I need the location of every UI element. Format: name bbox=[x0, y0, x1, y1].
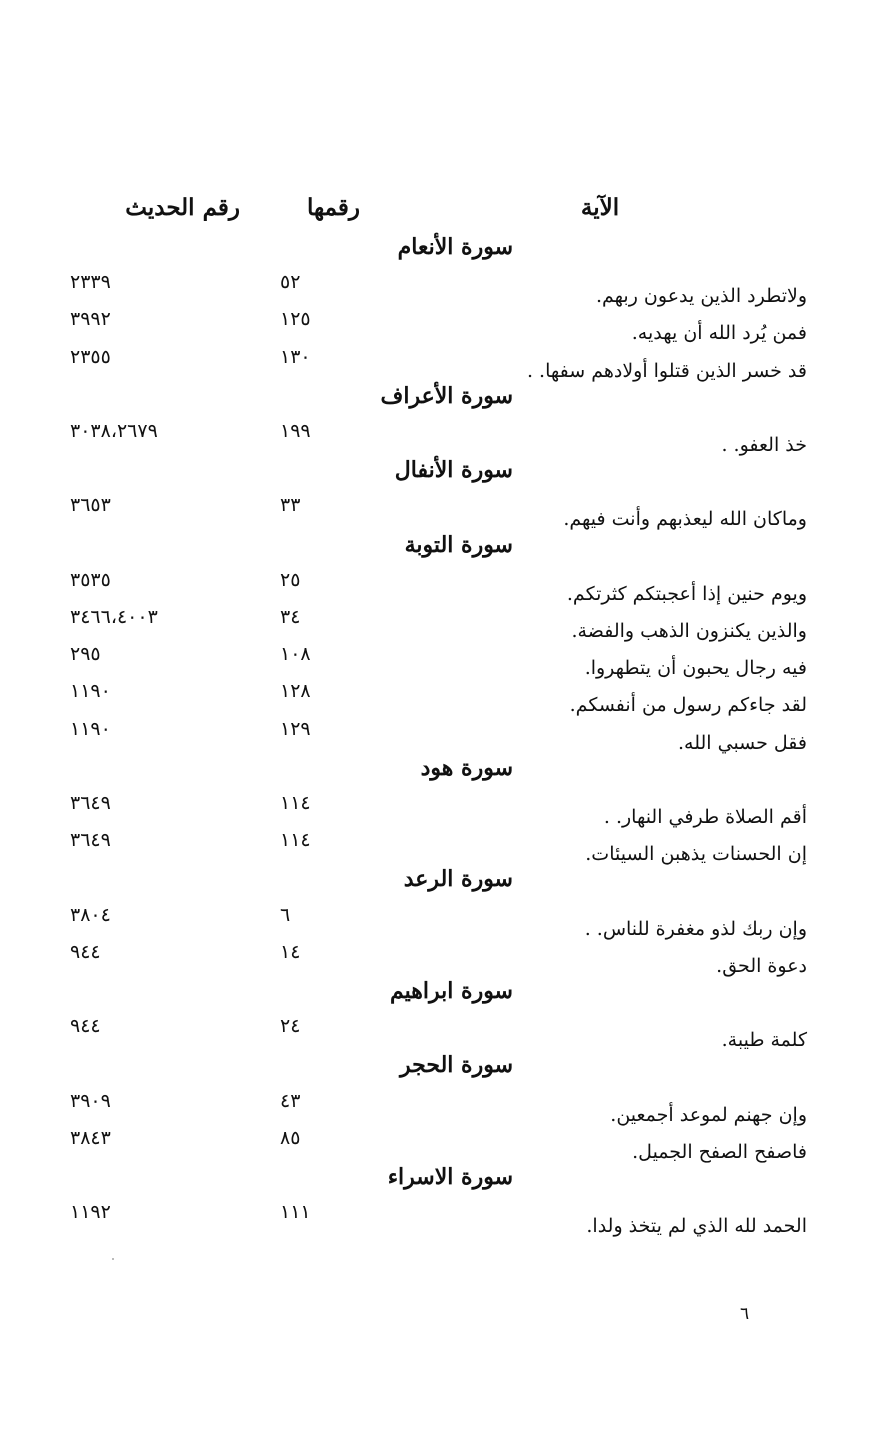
verse-number: ٥٢ bbox=[280, 271, 301, 294]
hadith-number: ٩٤٤ bbox=[70, 1015, 101, 1038]
sura-title-row bbox=[0, 864, 891, 900]
index-entry-row bbox=[0, 678, 891, 717]
print-speck bbox=[112, 1258, 114, 1260]
verse-column-header: الآية bbox=[580, 194, 620, 221]
verse-number: ١٢٥ bbox=[280, 308, 311, 331]
verse-text: إن الحسنات يذهبن السيئات. bbox=[585, 843, 807, 866]
sura-title: سورة الأعراف bbox=[380, 382, 513, 409]
index-entry-row bbox=[0, 827, 891, 866]
index-entry-row bbox=[0, 939, 891, 975]
verse-text: الحمد لله الذي لم يتخذ ولدا. bbox=[586, 1215, 807, 1238]
hadith-number: ٣٩٠٩ bbox=[70, 1089, 111, 1112]
hadith-number: ٣٨٠٤ bbox=[70, 903, 111, 926]
index-entry-row bbox=[0, 344, 891, 380]
hadith-number: ٣٦٤٩ bbox=[70, 829, 111, 852]
verse-text: لقد جاءكم رسول من أنفسكم. bbox=[569, 694, 807, 717]
index-entry-row bbox=[0, 418, 891, 454]
index-entry-row bbox=[0, 567, 891, 603]
sura-title-row bbox=[0, 232, 891, 268]
sura-title: سورة الأنعام bbox=[397, 234, 513, 260]
hadith-number: ١١٩٠ bbox=[70, 680, 111, 703]
verse-text: فاصفح الصفح الجميل. bbox=[632, 1140, 807, 1163]
index-entry-row bbox=[0, 604, 891, 640]
sura-title: سورة الاسراء bbox=[387, 1164, 513, 1190]
hadith-number: ١١٩٢ bbox=[70, 1201, 111, 1224]
verse-text: خذ العفو. . bbox=[721, 434, 807, 456]
index-entry-row bbox=[0, 902, 891, 938]
sura-title: سورة الرعد bbox=[403, 866, 513, 893]
index-entry-row bbox=[0, 306, 891, 345]
verse-number: ٣٤ bbox=[280, 606, 301, 628]
hadith-number: ٣٠٣٨،٢٦٧٩ bbox=[70, 420, 158, 442]
sura-title-row bbox=[0, 1050, 891, 1086]
index-entry-row bbox=[0, 641, 891, 680]
hadith-number: ٣٦٥٣ bbox=[70, 494, 111, 517]
verse-number: ٨٥ bbox=[280, 1126, 301, 1149]
hadith-column-header: رقم الحديث bbox=[125, 194, 240, 221]
verse-text: ويوم حنين إذا أعجبتكم كثرتكم. bbox=[566, 582, 807, 605]
verse-number: ١٢٨ bbox=[280, 680, 311, 703]
index-entry-row bbox=[0, 1088, 891, 1124]
sura-title-row bbox=[0, 381, 891, 417]
verse-text: قد خسر الذين قتلوا أولادهم سفها. . bbox=[526, 359, 807, 382]
number-column-header: رقمها bbox=[306, 194, 360, 221]
sura-title-row bbox=[0, 530, 891, 566]
verse-number: ١١٤ bbox=[280, 792, 311, 814]
verse-number: ١١١ bbox=[280, 1201, 311, 1224]
verse-number: ١١٤ bbox=[280, 829, 311, 852]
verse-text: فقل حسبي الله. bbox=[677, 731, 807, 754]
hadith-number: ٣٥٣٥ bbox=[70, 568, 111, 591]
sura-title-row bbox=[0, 753, 891, 789]
sura-title: سورة الأنفال bbox=[394, 457, 513, 484]
hadith-number: ٢٩٥ bbox=[70, 643, 101, 666]
index-entry-row bbox=[0, 716, 891, 752]
verse-number: ١٢٩ bbox=[280, 717, 311, 740]
sura-title-row bbox=[0, 976, 891, 1012]
verse-text: فيه رجال يحبون أن يتطهروا. bbox=[584, 657, 807, 680]
verse-number: ٦ bbox=[280, 903, 291, 926]
verse-number: ٤٣ bbox=[280, 1089, 301, 1112]
verse-text: دعوة الحق. bbox=[716, 954, 807, 977]
index-entry-row bbox=[0, 790, 891, 826]
page-number: ٦ bbox=[740, 1304, 750, 1324]
hadith-number: ٣٤٦٦،٤٠٠٣ bbox=[70, 606, 158, 628]
verse-number: ١٤ bbox=[280, 940, 301, 963]
sura-title-row bbox=[0, 455, 891, 491]
index-entry-row bbox=[0, 1199, 891, 1238]
index-entry-row bbox=[0, 1125, 891, 1161]
sura-title: سورة التوبة bbox=[404, 531, 513, 558]
sura-title: سورة ابراهيم bbox=[390, 978, 513, 1004]
verse-number: ١٣٠ bbox=[280, 345, 311, 368]
index-entry-row bbox=[0, 1013, 891, 1052]
sura-title: سورة الحجر bbox=[400, 1052, 513, 1079]
hadith-number: ٣٩٩٢ bbox=[70, 308, 111, 331]
verse-text: فمن يُرد الله أن يهديه. bbox=[631, 322, 807, 345]
hadith-number: ٣٨٤٣ bbox=[70, 1126, 111, 1149]
hadith-number: ٣٦٤٩ bbox=[70, 792, 111, 814]
verse-text: أقم الصلاة طرفي النهار. . bbox=[603, 806, 807, 828]
verse-number: ٢٥ bbox=[280, 568, 301, 591]
verse-text: وإن ربك لذو مغفرة للناس. . bbox=[584, 917, 807, 940]
sura-title: سورة هود bbox=[420, 754, 513, 781]
hadith-number: ٢٣٣٩ bbox=[70, 271, 111, 294]
sura-title-row bbox=[0, 1162, 891, 1198]
verse-number: ٢٤ bbox=[280, 1015, 301, 1038]
verse-number: ١٠٨ bbox=[280, 643, 311, 666]
verse-text: والذين يكنزون الذهب والفضة. bbox=[571, 620, 807, 642]
verse-text: وإن جهنم لموعد أجمعين. bbox=[610, 1103, 807, 1126]
verse-text: كلمة طيبة. bbox=[721, 1029, 807, 1052]
index-entry-row bbox=[0, 269, 891, 308]
index-entry-row bbox=[0, 492, 891, 531]
verse-text: ولاتطرد الذين يدعون ربهم. bbox=[595, 285, 807, 308]
hadith-number: ١١٩٠ bbox=[70, 717, 111, 740]
verse-text: وماكان الله ليعذبهم وأنت فيهم. bbox=[563, 508, 807, 531]
verse-number: ٣٣ bbox=[280, 494, 301, 517]
hadith-number: ٩٤٤ bbox=[70, 940, 101, 963]
hadith-number: ٢٣٥٥ bbox=[70, 345, 111, 368]
verse-number: ١٩٩ bbox=[280, 420, 311, 442]
